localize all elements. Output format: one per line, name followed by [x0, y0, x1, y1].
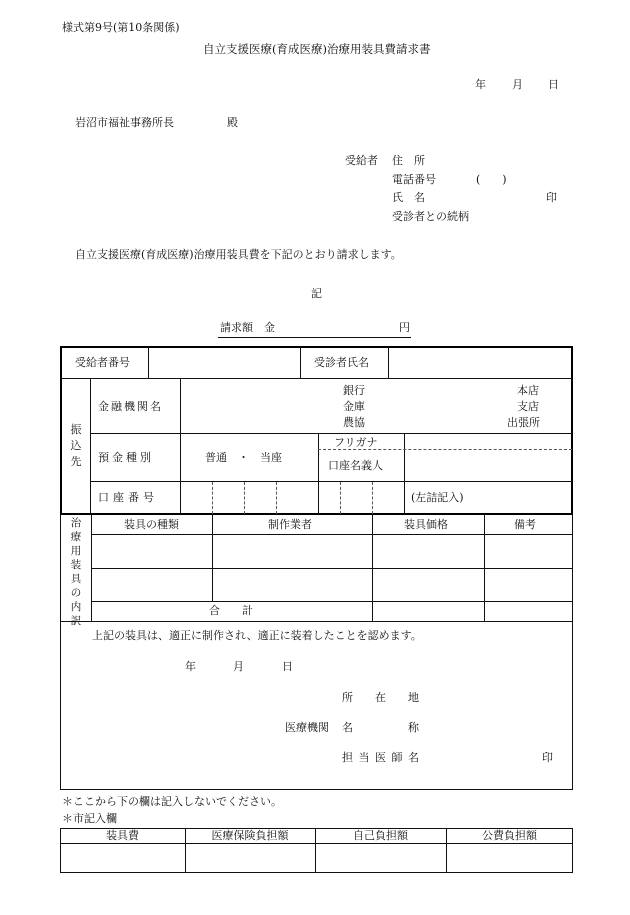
bank-type-shinkin: 金庫: [343, 400, 365, 413]
form-number: 様式第9号(第10条関係): [62, 21, 180, 34]
ki-label: 記: [311, 287, 322, 300]
branch-sub: 支店: [517, 400, 539, 413]
cert-institution-prefix: 医療機関: [285, 721, 329, 734]
cert-date-year: 年: [185, 660, 196, 673]
request-text: 自立支援医療(育成医療)治療用装具費を下記のとおり請求します。: [75, 248, 402, 261]
city-header-equipment: 装具費: [106, 829, 139, 842]
header-price: 装具価格: [404, 518, 448, 531]
city-header-insurance: 医療保険負担額: [211, 829, 289, 842]
date-year: 年: [475, 78, 486, 91]
city-section-label: ＊市記入欄: [62, 812, 117, 825]
addressee-office: 岩沼市福祉事務所長: [75, 116, 174, 129]
recipient-no-label: 受給者番号: [75, 356, 130, 369]
date-day: 日: [548, 78, 559, 91]
city-header-public: 公費負担額: [482, 829, 537, 842]
furigana-label: フリガナ: [334, 436, 378, 449]
applicant-phone-parens: ( ): [476, 173, 507, 186]
left-fill-note: (左詰記入): [411, 491, 464, 504]
bank-type-bank: 銀行: [343, 384, 365, 397]
branch-main: 本店: [517, 384, 539, 397]
account-holder-label: 口座名義人: [328, 459, 383, 472]
date-month: 月: [512, 78, 523, 91]
cert-institution-name: 名 称: [342, 721, 419, 734]
certification-text: 上記の装具は、適正に制作され、適正に装着したことを認めます。: [92, 629, 422, 642]
total-label: 合 計: [209, 604, 253, 617]
applicant-label: 受給者: [345, 154, 378, 167]
header-type: 装具の種類: [124, 518, 179, 531]
cert-date-day: 日: [282, 660, 293, 673]
page-title: 自立支援医療(育成医療)治療用装具費請求書: [203, 42, 431, 56]
cert-date-month: 月: [233, 660, 244, 673]
applicant-seal: 印: [546, 191, 557, 204]
applicant-relation: 受診者との続柄: [392, 210, 469, 223]
deposit-options: 普通 ・ 当座: [205, 451, 282, 464]
applicant-address: 住 所: [392, 154, 425, 167]
city-header-self: 自己負担額: [353, 829, 408, 842]
applicant-phone: 電話番号: [392, 173, 436, 186]
transfer-table: [60, 346, 573, 515]
header-maker: 制作業者: [268, 518, 312, 531]
deposit-label: 預金種別: [98, 451, 154, 464]
branch-office: 出張所: [507, 416, 540, 429]
account-no-label: 口座番号: [98, 491, 158, 504]
notice-text: ＊ここから下の欄は記入しないでください。: [62, 795, 282, 808]
amount-underline: [218, 337, 411, 338]
amount-label: 請求額 金: [220, 321, 275, 334]
breakdown-label: 治療用装具の内訳: [70, 517, 82, 627]
transfer-label: 振込先: [70, 423, 82, 468]
cert-doctor: 担 当 医 師 名: [342, 751, 420, 764]
amount-unit: 円: [399, 321, 410, 334]
cert-location: 所 在 地: [342, 691, 419, 704]
bank-label: 金融機関名: [98, 400, 163, 413]
addressee-honorific: 殿: [227, 116, 238, 129]
applicant-name: 氏 名: [392, 191, 425, 204]
bank-type-nokyo: 農協: [343, 416, 365, 429]
patient-name-label: 受診者氏名: [314, 356, 369, 369]
cert-seal: 印: [542, 751, 553, 764]
header-notes: 備考: [514, 518, 536, 531]
